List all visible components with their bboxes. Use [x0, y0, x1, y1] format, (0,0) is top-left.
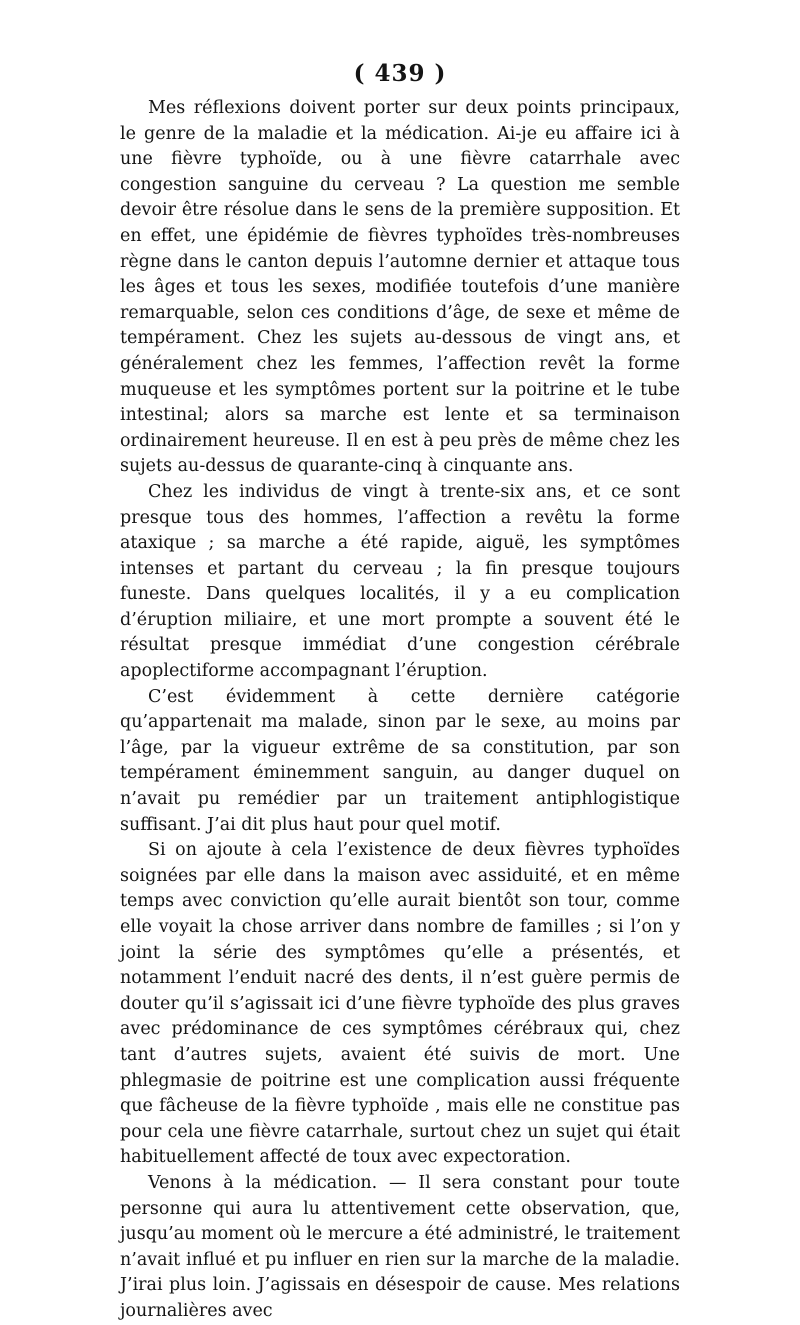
page-number: ( 439 ): [353, 60, 447, 87]
body-text: [120, 96, 680, 1325]
paragraph: Chez les individus de vingt à trente-six ans, et ce sont presque tous des hommes, l’affection a revêtu la forme ataxique ; sa marche a été rapide, aiguë, les symptômes intenses et partant du cerveau ; la fin presque toujours funeste. Dans quelques localités, il y a eu complication d’éruption miliaire, et une mort prompte a souvent été le résultat presque immédiat d’une congestion cérébrale apoplectiforme accompagnant l’éruption.: [120, 481, 680, 682]
paragraph: Si on ajoute à cela l’existence de deux fièvres typhoïdes soignées par elle dans la maison avec assiduité, et en même temps avec conviction qu’elle aurait bientôt son tour, comme elle voyait la chose arriver dans nombre de familles ; si l’on y joint la série des symptômes qu’elle a présentés, et notamment l’enduit nacré des dents, il n’est guère permis de douter qu’il s’agissait ici d’une fièvre typhoïde des plus graves avec prédominance de ces symptômes cérébraux qui, chez tant d’autres sujets, avaient été suivis de mort. Une phlegmasie de poitrine est une complication aussi fréquente que fâcheuse de la fièvre typhoïde , mais elle ne constitue pas pour cela une fièvre catarrhale, surtout chez un sujet qui était habituellement affecté de toux avec expectoration.: [120, 840, 680, 1168]
paragraph: Venons à la médication. — Il sera constant pour toute personne qui aura lu attentivement cette observation, que, jusqu’au moment où le mercure a été administré, le traitement n’avait influé et pu influer en rien sur la marche de la maladie. J’irai plus loin. J’agissais en désespoir de cause. Mes relations journalières avec: [120, 1172, 680, 1321]
paragraph: Mes réflexions doivent porter sur deux points principaux, le genre de la maladie et la médication. Ai-je eu affaire ici à une fièvre typhoïde, ou à une fièvre catarrhale avec congestion sanguine du cerveau ? La question me semble devoir être résolue dans le sens de la première supposition. Et en effet, une épidémie de fièvres typhoïdes très-nombreuses règne dans le canton depuis l’automne dernier et attaque tous les âges et tous les sexes, modifiée toutefois d’une manière remarquable, selon ces conditions d’âge, de sexe et même de tempérament. Chez les sujets au-dessous de vingt ans, et généralement chez les femmes, l’affection revêt la forme muqueuse et les symptômes portent sur la poitrine et le tube intestinal; alors sa marche est lente et sa terminaison ordinairement heureuse. Il en est à peu près de même chez les sujets au-dessus de quarante-cinq à cinquante ans.: [120, 98, 680, 477]
paragraph: C’est évidemment à cette dernière catégorie qu’appartenait ma malade, sinon par le sexe, au moins par l’âge, par la vigueur extrême de sa constitution, par son tempérament éminemment sanguin, au danger duquel on n’avait pu remédier par un traitement antiphlogistique suffisant. J’ai dit plus haut pour quel motif.: [120, 686, 680, 835]
